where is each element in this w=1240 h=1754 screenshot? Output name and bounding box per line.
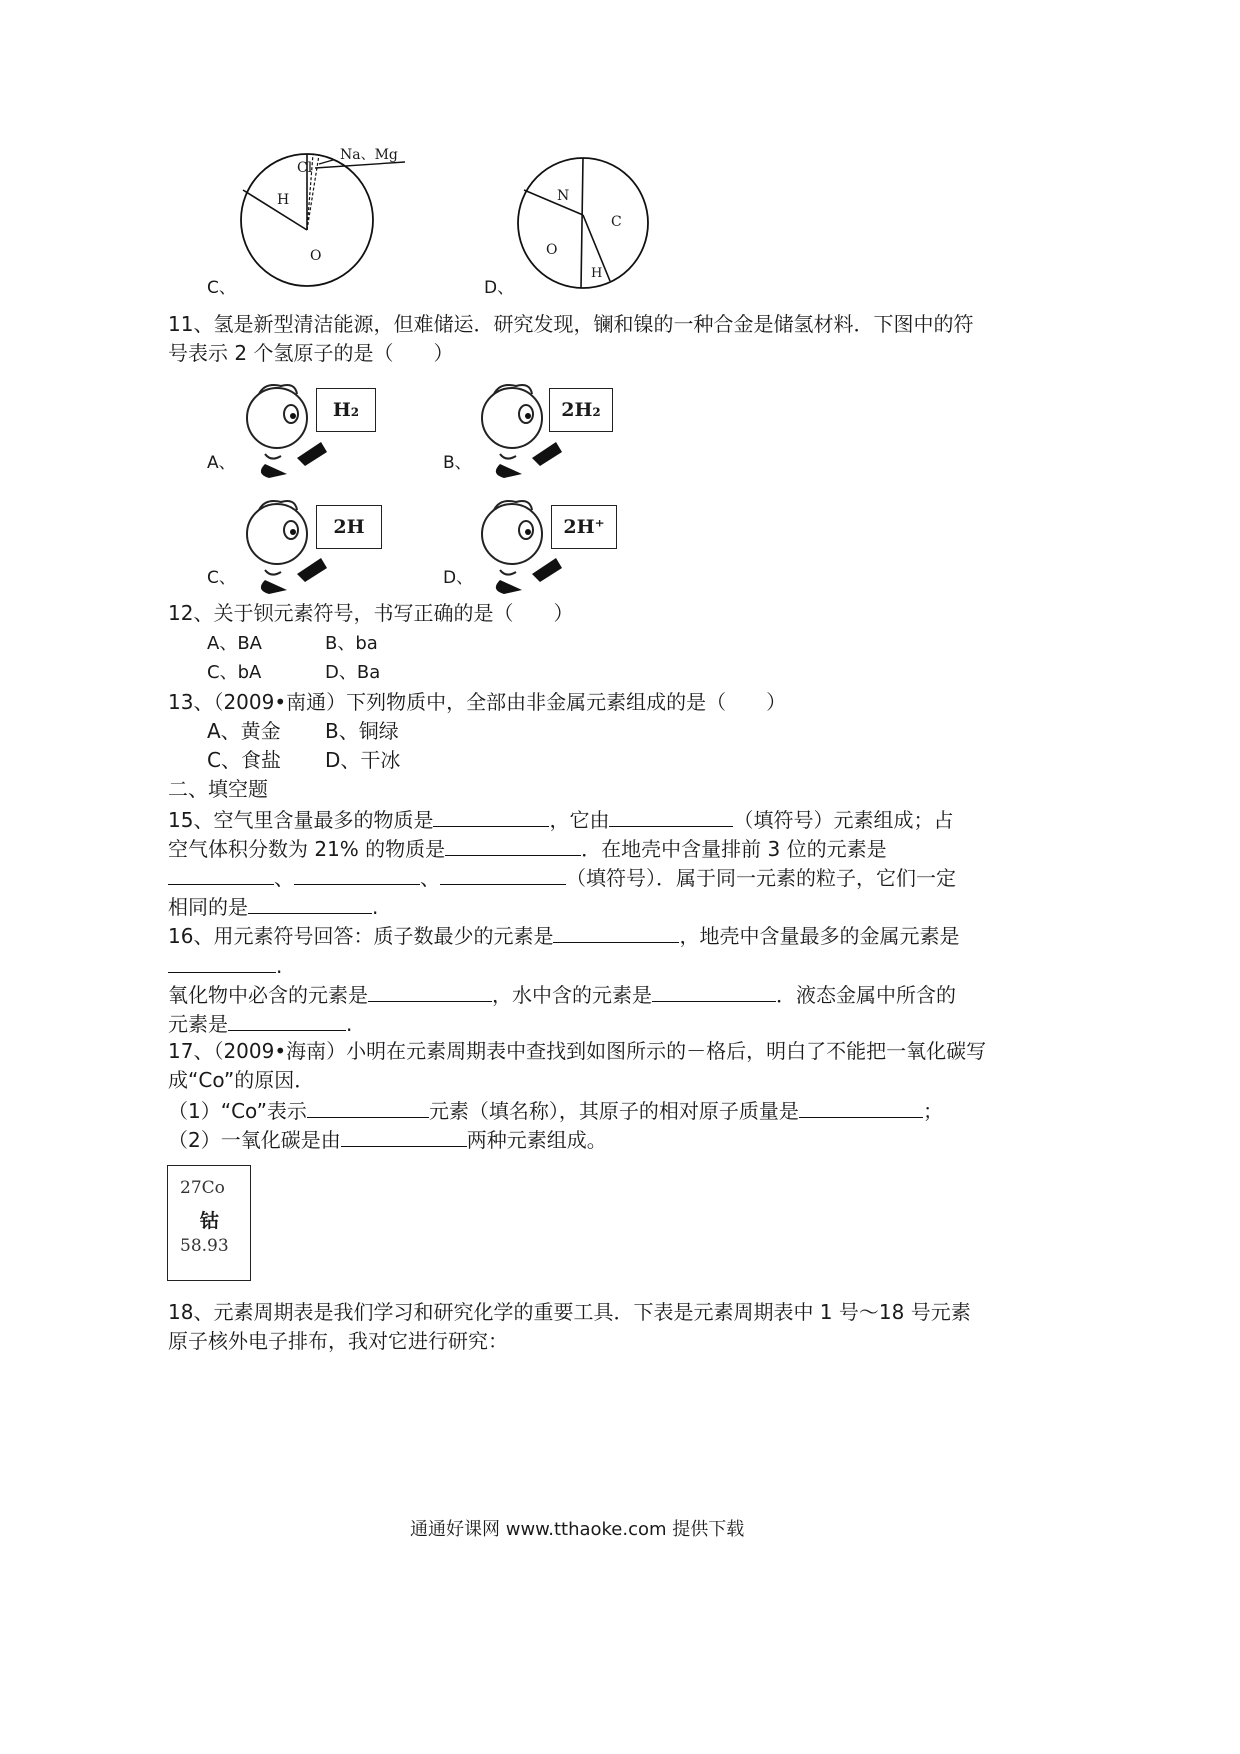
q13-option-a: A、黄金: [207, 719, 281, 743]
q16-text: .: [276, 954, 283, 978]
answer-blank[interactable]: [168, 862, 274, 885]
pie-chart-d: [510, 150, 660, 300]
pie-d-option-label: D、: [484, 278, 515, 298]
q15-text: 15、空气里含量最多的物质是: [168, 808, 434, 832]
q18-line1: 18、元素周期表是我们学习和研究化学的重要工具．下表是元素周期表中 1 号～18 号元素: [168, 1300, 971, 1324]
answer-blank[interactable]: [168, 950, 276, 973]
q16-line4: [168, 1008, 352, 1038]
q15-text: ．在地壳中含量排前 3 位的元素是: [581, 837, 887, 861]
periodic-table-cell: [167, 1165, 251, 1281]
q12-option-d: D、Ba: [325, 662, 381, 683]
q12-stem: 12、关于钡元素符号，书写正确的是（ ）: [168, 601, 574, 625]
q15-line2: [168, 833, 887, 863]
q16-line2: [168, 950, 282, 980]
answer-blank[interactable]: [228, 1008, 346, 1031]
section-heading: 二、填空题: [168, 777, 268, 801]
q15-text: 、: [420, 866, 440, 890]
q16-text: ，水中含的元素是: [492, 983, 652, 1007]
pie-c-label-na-mg: Na、Mg: [340, 147, 398, 163]
q15-text: ，它由: [549, 808, 610, 832]
q11-option-d-letter: D、: [443, 568, 474, 588]
answer-blank[interactable]: [294, 862, 420, 885]
pie-c-label-h: H: [277, 192, 290, 208]
q11-option-a-letter: A、: [207, 453, 236, 473]
q17-part1: [168, 1095, 943, 1125]
q11-stem-line1: 11、氢是新型清洁能源，但难储运．研究发现，镧和镍的一种合金是储氢材料．下图中的符: [168, 312, 974, 336]
q15-text: 相同的是: [168, 895, 248, 919]
q13-option-b: B、铜绿: [325, 719, 399, 743]
q17-text: 两种元素组成。: [466, 1128, 607, 1152]
pie-d-label-n: N: [557, 188, 570, 204]
element-number-symbol: 27Co: [180, 1178, 225, 1198]
pie-c-option-label: C、: [207, 278, 236, 298]
q18-line2: 原子核外电子排布，我对它进行研究：: [168, 1329, 508, 1353]
q13-stem: 13、（2009•南通）下列物质中，全部由非金属元素组成的是（ ）: [168, 690, 787, 714]
q17-text: 元素（填名称），其原子的相对原子质量是: [428, 1099, 799, 1123]
q16-text: ．液态金属中所含的: [776, 983, 956, 1007]
answer-blank[interactable]: [433, 804, 549, 827]
q17-text: （2）一氧化碳是由: [168, 1128, 341, 1152]
q12-option-c: C、bA: [207, 662, 262, 683]
answer-blank[interactable]: [609, 804, 733, 827]
q11-stem-line2: 号表示 2 个氢原子的是（ ）: [168, 341, 454, 365]
q15-text: （填符号）元素组成；占: [733, 808, 954, 832]
q11-option-c-letter: C、: [207, 568, 236, 588]
q16-text: 元素是: [168, 1012, 228, 1036]
q17-text: ；: [922, 1099, 943, 1123]
q11-option-b-sign: 2H₂: [549, 388, 613, 432]
q16-text: ，地壳中含量最多的金属元素是: [679, 924, 960, 948]
q17-text: （1）“Co”表示: [168, 1099, 307, 1123]
q17-line1: 17、（2009•海南）小明在元素周期表中查找到如图所示的－格后，明白了不能把一氧化碳写: [168, 1039, 987, 1063]
answer-blank[interactable]: [368, 979, 492, 1002]
q12-option-b: B、ba: [325, 633, 378, 654]
q13-option-d: D、干冰: [325, 748, 401, 772]
pie-d-label-o: O: [546, 242, 558, 258]
q15-line3: [168, 862, 956, 892]
answer-blank[interactable]: [307, 1095, 429, 1118]
q13-option-c: C、食盐: [207, 748, 281, 772]
answer-blank[interactable]: [341, 1124, 467, 1147]
answer-blank[interactable]: [440, 862, 566, 885]
pie-d-label-h: H: [591, 266, 603, 281]
q11-option-a-sign: H₂: [316, 388, 376, 432]
q16-text: 16、用元素符号回答：质子数最少的元素是: [168, 924, 554, 948]
element-mass: 58.93: [180, 1236, 229, 1256]
q15-text: 空气体积分数为 21% 的物质是: [168, 837, 446, 861]
page-footer: 通通好课网 www.tthaoke.com 提供下载: [410, 1519, 745, 1540]
answer-blank[interactable]: [553, 920, 679, 943]
element-name: 钴: [200, 1210, 220, 1232]
answer-blank[interactable]: [652, 979, 776, 1002]
q11-option-c-sign: 2H: [316, 505, 382, 549]
q15-line4: [168, 891, 378, 921]
q15-text: （填符号）．属于同一元素的粒子，它们一定: [566, 866, 956, 890]
q11-option-b-letter: B、: [443, 453, 472, 473]
answer-blank[interactable]: [799, 1095, 923, 1118]
q11-option-d-sign: 2H⁺: [551, 505, 617, 549]
pie-d-label-c: C: [611, 214, 622, 230]
q15-text: .: [372, 895, 379, 919]
q16-text: .: [346, 1012, 353, 1036]
q15-text: 、: [274, 866, 294, 890]
q12-option-a: A、BA: [207, 633, 262, 654]
pie-c-label-o: O: [310, 248, 322, 264]
q16-text: 氧化物中必含的元素是: [168, 983, 368, 1007]
pie-c-label-cl: Cl: [297, 160, 313, 176]
answer-blank[interactable]: [248, 891, 372, 914]
q17-line2: 成“Co”的原因．: [168, 1068, 315, 1092]
pie-chart-c: [235, 140, 435, 300]
q16-line1: [168, 920, 959, 950]
q16-line3: [168, 979, 956, 1009]
answer-blank[interactable]: [445, 833, 581, 856]
q15-line1: [168, 804, 953, 834]
q17-part2: [168, 1124, 607, 1154]
